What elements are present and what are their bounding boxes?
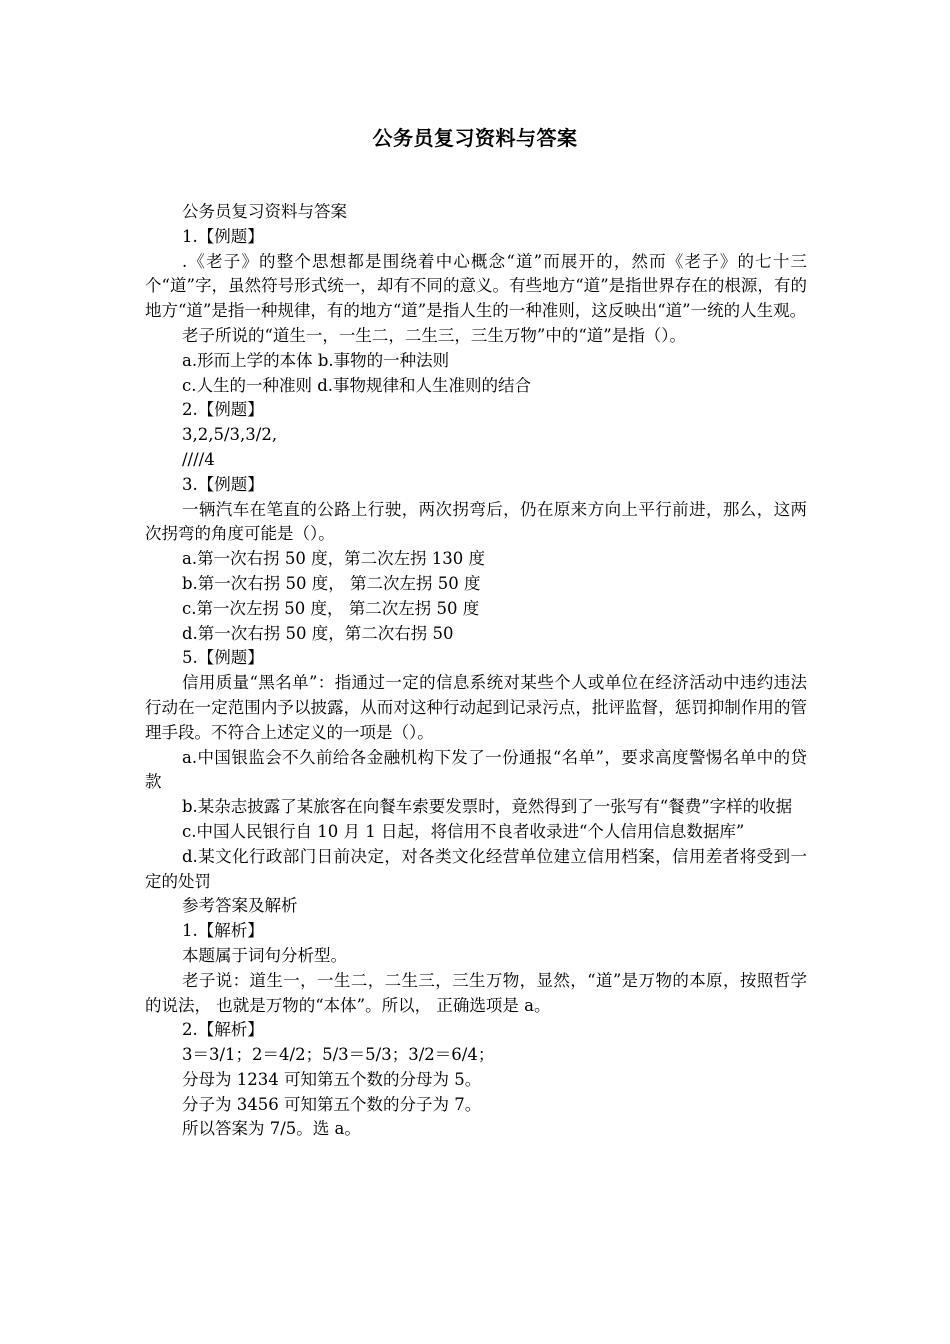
question-3-option-b: b.第一次右拐 50 度， 第二次左拐 50 度 xyxy=(182,573,481,593)
question-1-heading: 1.【例题】 xyxy=(182,226,264,246)
question-5-option-c: c.中国人民银行自 10 月 1 日起，将信用不良者收录进“个人信用信息数据库” xyxy=(182,821,745,841)
question-2-fraction-line: ////4 xyxy=(182,449,215,469)
question-3-stem: 一辆汽车在笔直的公路上行驶，两次拐弯后，仍在原来方向上平行前进，那么，这两次拐弯的角度可能是（）。 xyxy=(145,499,807,544)
question-3-option-c: c.第一次左拐 50 度， 第二次左拐 50 度 xyxy=(182,598,480,618)
answer-2-heading: 2.【解析】 xyxy=(182,1020,264,1040)
question-1-options-ab: a.形而上学的本体 b.事物的一种法则 xyxy=(182,350,450,370)
answer-1-explanation: 老子说：道生一，一生二，二生三，三生万物，显然，“道”是万物的本原，按照哲学的说法， 也就是万物的“本体”。所以， 正确选项是 a。 xyxy=(145,970,807,1015)
document-title: 公务员复习资料与答案 xyxy=(372,126,578,150)
answer-2-conclusion: 所以答案为 7/5。选 a。 xyxy=(182,1119,361,1139)
question-2-sequence: 3,2,5/3,3/2, xyxy=(182,425,278,445)
question-1-passage: .《老子》的整个思想都是围绕着中心概念“道”而展开的，然而《老子》的七十三个“道”字，虽然符号形式统一，却有不同的意义。有些地方“道”是指世界存在的根源，有的地方“道”是指一种规律，有的地方“道”是指人生的一种准则，这反映出“道”一统的人生观。 xyxy=(145,251,807,321)
paragraph-subtitle: 公务员复习资料与答案 xyxy=(182,202,347,221)
answer-2-denominator: 分母为 1234 可知第五个数的分母为 5。 xyxy=(182,1069,482,1089)
question-3-option-a: a.第一次右拐 50 度，第二次左拐 130 度 xyxy=(182,549,486,569)
answers-heading: 参考答案及解析 xyxy=(182,896,298,916)
question-3-heading: 3.【例题】 xyxy=(182,474,264,494)
answer-2-conversion: 3＝3/1；2＝4/2；5/3＝5/3；3/2＝6/4； xyxy=(182,1045,495,1065)
question-1-stem: 老子所说的“道生一，一生二，二生三，三生万物”中的“道”是指（）。 xyxy=(182,325,686,345)
question-5-option-b: b.某杂志披露了某旅客在向餐车索要发票时，竟然得到了一张写有“餐费”字样的收据 xyxy=(182,797,793,817)
question-2-heading: 2.【例题】 xyxy=(182,400,264,420)
question-1-options-cd: c.人生的一种准则 d.事物规律和人生准则的结合 xyxy=(182,375,532,395)
question-5-option-a: a.中国银监会不久前给各金融机构下发了一份通报“名单”，要求高度警惕名单中的贷款 xyxy=(145,747,807,792)
question-3-option-d: d.第一次右拐 50 度，第二次右拐 50 xyxy=(182,623,454,643)
answer-1-heading: 1.【解析】 xyxy=(182,921,264,941)
document-body xyxy=(145,200,807,1142)
question-5-definition: 信用质量“黑名单”：指通过一定的信息系统对某些个人或单位在经济活动中违约违法行动在一定范围内予以披露，从而对这种行动起到记录污点，批评监督，惩罚抑制作用的管理手段。不符合上述定义的一项是（）。 xyxy=(145,673,807,742)
answer-2-numerator: 分子为 3456 可知第五个数的分子为 7。 xyxy=(182,1094,482,1114)
question-5-heading: 5.【例题】 xyxy=(182,648,264,668)
answer-1-type: 本题属于词句分析型。 xyxy=(182,945,347,965)
question-5-option-d: d.某文化行政部门日前决定，对各类文化经营单位建立信用档案，信用差者将受到一定的处罚 xyxy=(145,846,807,891)
